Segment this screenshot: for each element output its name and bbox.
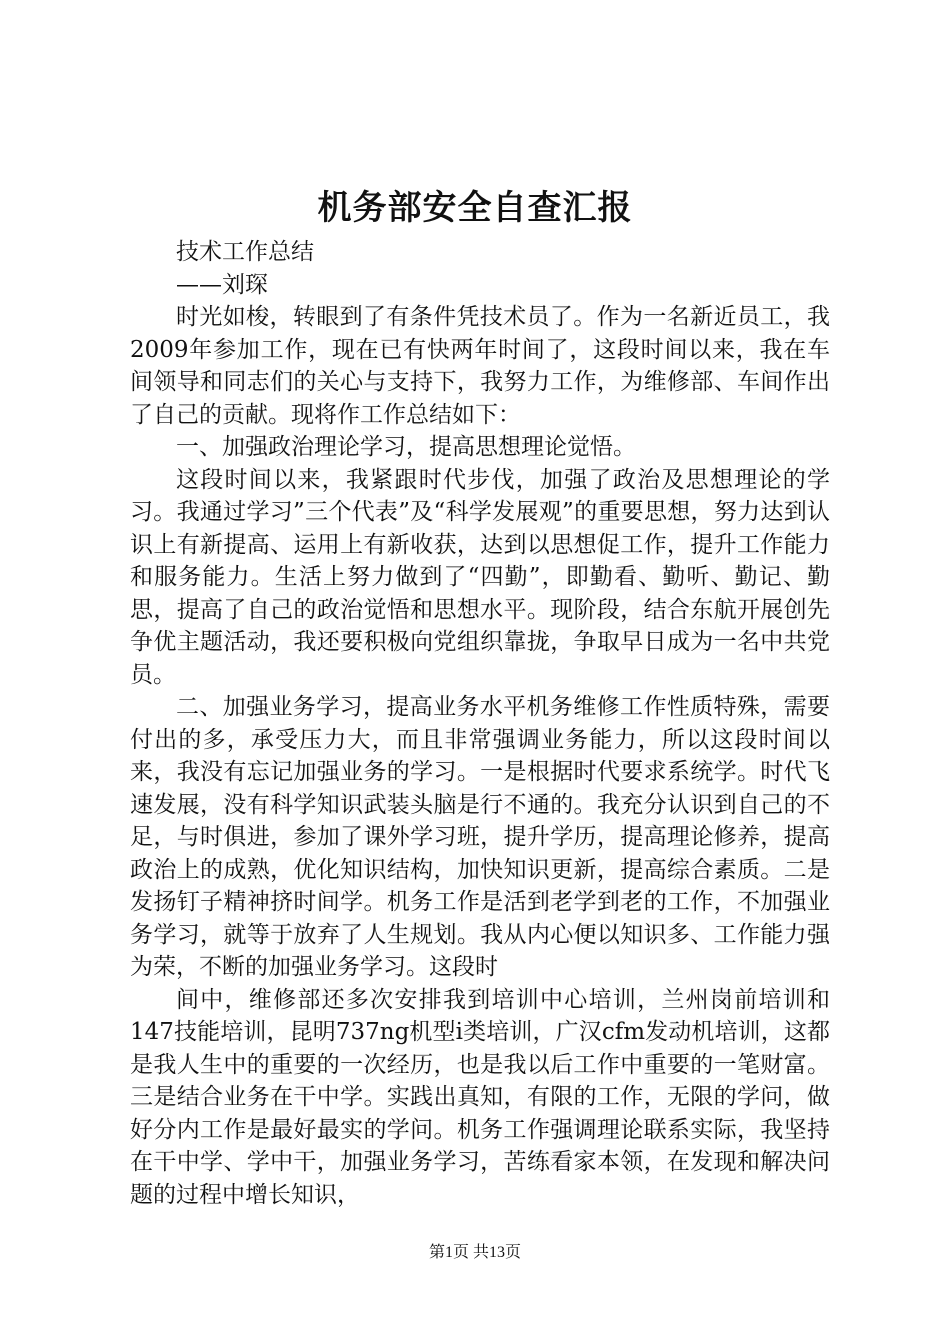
paragraph-training: 间中，维修部还多次安排我到培训中心培训，兰州岗前培训和147技能培训，昆明737ng机型ⅰ类培训，广汉cfm发动机培训，这都是我人生中的重要的一次经历，也是我以后工作中重要的一笔财富。三是结合业务在干中学。实践出真知，有限的工作，无限的学问，做好分内工作是最好最实的学问。机务工作强调理论联系实际，我坚持在干中学、学中干，加强业务学习，苦练看家本领，在发现和解决问题的过程中增长知识，: [130, 986, 830, 1208]
page-number-footer: 第1页 共13页: [428, 1244, 521, 1261]
paragraph-section-one-body: 这段时间以来，我紧跟时代步伐，加强了政治及思想理论的学习。我通过学习”三个代表”及“科学发展观”的重要思想，努力达到认识上有新提高、运用上有新收获，达到以思想促工作，提升工作能力和服务能力。生活上努力做到了“四勤”，即勤看、勤听、勤记、勤思，提高了自己的政治觉悟和思想水平。现阶段，结合东航开展创先争优主题活动，我还要积极向党组织靠拢，争取早日成为一名中共党员。: [130, 466, 830, 688]
paragraph-intro: 时光如梭，转眼到了有条件凭技术员了。作为一名新近员工，我2009年参加工作，现在已有快两年时间了，这段时间以来，我在车间领导和同志们的关心与支持下，我努力工作，为维修部、车间作出了自己的贡献。现将作工作总结如下：: [130, 304, 830, 428]
paragraph-author: ——刘琛: [176, 271, 268, 298]
document-title: 机务部安全自查汇报: [317, 188, 633, 228]
paragraph-section-two-body: 二、加强业务学习，提高业务水平机务维修工作性质特殊，需要付出的多，承受压力大，而且非常强调业务能力，所以这段时间以来，我没有忘记加强业务的学习。一是根据时代要求系统学。时代飞速发展，没有科学知识武装头脑是行不通的。我充分认识到自己的不足，与时俱进，参加了课外学习班，提升学历，提高理论修养，提高政治上的成熟，优化知识结构，加快知识更新，提高综合素质。二是发扬钉子精神挤时间学。机务工作是活到老学到老的工作，不加强业务学习，就等于放弃了人生规划。我从内心便以知识多、工作能力强为荣，不断的加强业务学习。这段时: [130, 694, 830, 980]
paragraph-section-one-heading: 一、加强政治理论学习，提高思想理论觉悟。: [176, 434, 636, 460]
paragraph-subtitle: 技术工作总结: [176, 239, 314, 265]
document-body: [130, 236, 830, 1211]
